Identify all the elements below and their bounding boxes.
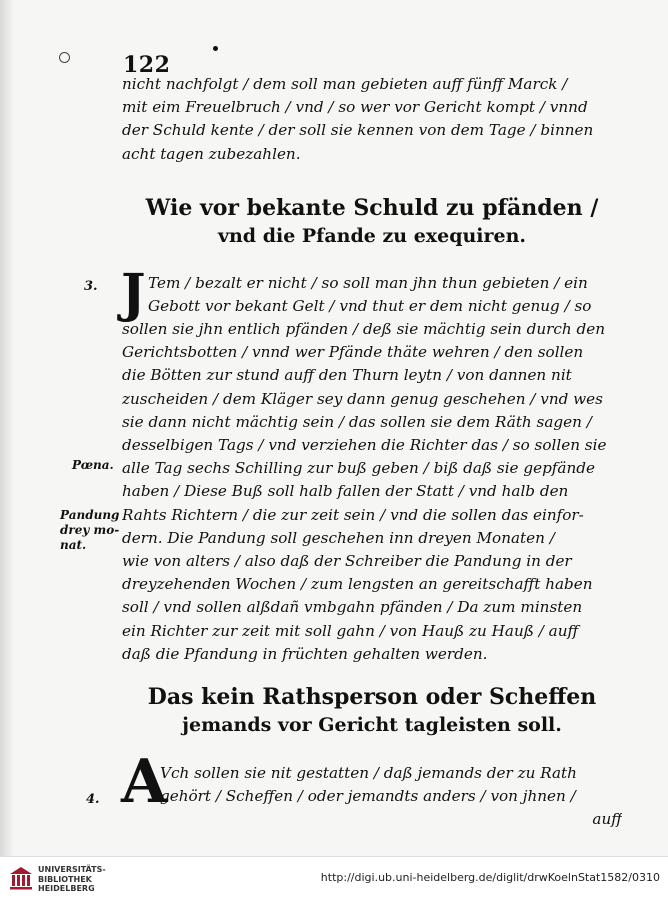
text-line: soll / vnd sollen alßdañ vmbgahn pfänden / Da zum minsten (122, 598, 583, 617)
catchword: auff (592, 810, 622, 829)
text-line: sollen sie jhn entlich pfänden / deß sie mächtig sein durch den (122, 320, 605, 338)
text-line: daß die Pfandung in früchten gehalten werden. (122, 644, 488, 663)
text-line: sie dann nicht mächtig sein / das sollen sie dem Räth sagen / (122, 412, 592, 431)
viewer-footer (0, 856, 668, 901)
library-name (38, 865, 106, 894)
text-line: Gebott vor bekant Gelt / vnd thut er dem nicht genug / so (148, 297, 592, 316)
section-number: 3. (84, 279, 98, 294)
paragraph-section-2 (160, 762, 622, 832)
ink-dot (213, 46, 218, 51)
margin-note-poena: Pœna. (72, 458, 114, 472)
library-name-line: HEIDELBERG (38, 884, 95, 893)
heading-line: Wie vor bekante Schuld zu pfänden / (145, 195, 599, 221)
paragraph-section-1-cont (122, 318, 622, 666)
text-line: ein Richter zur zeit mit soll gahn / von Hauß zu Hauß / auff (122, 621, 579, 640)
library-name-line: UNIVERSITÄTS- (38, 865, 106, 874)
margin-note-line: Pandung (60, 508, 120, 522)
text-line: Tem / bezalt er nicht / so soll man jhn thun gebieten / ein (148, 274, 588, 292)
margin-note-line: nat. (60, 538, 87, 552)
text-line: zuscheiden / dem Kläger sey dann genug geschehen / vnd wes (122, 389, 603, 408)
heading-line: jemands vor Gericht tagleisten soll. (182, 714, 562, 736)
heading-line: Das kein Rathsperson oder Scheffen (147, 684, 597, 710)
binding-hole-mark (59, 52, 70, 63)
university-library-logo-icon (9, 866, 33, 890)
text-line: der Schuld kente / der soll sie kennen von dem Tage / binnen (122, 121, 594, 140)
text-line: gehört / Scheffen / oder jemandts anders / von jhnen / (160, 787, 576, 806)
text-line: haben / Diese Buß soll halb fallen der Statt / vnd halb den (122, 482, 569, 501)
drop-capital: J (121, 263, 146, 324)
text-line: Vch sollen sie nit gestatten / daß jemands der zu Rath (160, 764, 577, 782)
text-line: mit eim Freuelbruch / vnd / so wer vor Gericht kompt / vnnd (122, 98, 588, 117)
continuation-paragraph (122, 73, 622, 166)
text-line: Gerichtsbotten / vnnd wer Pfände thäte wehren / den sollen (122, 343, 584, 362)
text-line: alle Tag sechs Schilling zur buß geben / biß daß sie gepfände (122, 459, 595, 478)
text-line: die Bötten zur stund auff den Thurn leytn / von dannen nit (122, 366, 572, 385)
page-edge-shadow (0, 0, 14, 856)
heading-line: vnd die Pfande zu exequiren. (217, 225, 527, 247)
text-line: wie von alters / also daß der Schreiber die Pandung in der (122, 552, 572, 571)
text-line: Rahts Richtern / die zur zeit sein / vnd die sollen das einfor- (122, 505, 584, 524)
library-name-line: BIBLIOTHEK (38, 874, 92, 884)
text-line: desselbigen Tags / vnd verziehen die Richter das / so sollen sie (122, 436, 607, 455)
section-number: 4. (86, 792, 100, 807)
text-line: acht tagen zubezahlen. (122, 144, 301, 163)
margin-note-pandung (60, 508, 119, 553)
section-heading-2 (122, 682, 622, 738)
text-line: dern. Die Pandung soll geschehen inn dreyen Monaten / (122, 528, 555, 547)
permalink-url[interactable]: http://digi.ub.uni-heidelberg.de/diglit/drwKoelnStat1582/0310 (320, 871, 660, 884)
drop-capital: A (121, 747, 168, 817)
section-heading-1 (122, 193, 622, 249)
paragraph-section-1 (148, 272, 622, 318)
margin-note-line: drey mo- (60, 523, 120, 537)
page-number: 122 (123, 52, 171, 78)
text-line: nicht nachfolgt / dem soll man gebieten auff fünff Marck / (122, 75, 568, 93)
text-line: dreyzehenden Wochen / zum lengsten an gereitschafft haben (122, 575, 593, 594)
